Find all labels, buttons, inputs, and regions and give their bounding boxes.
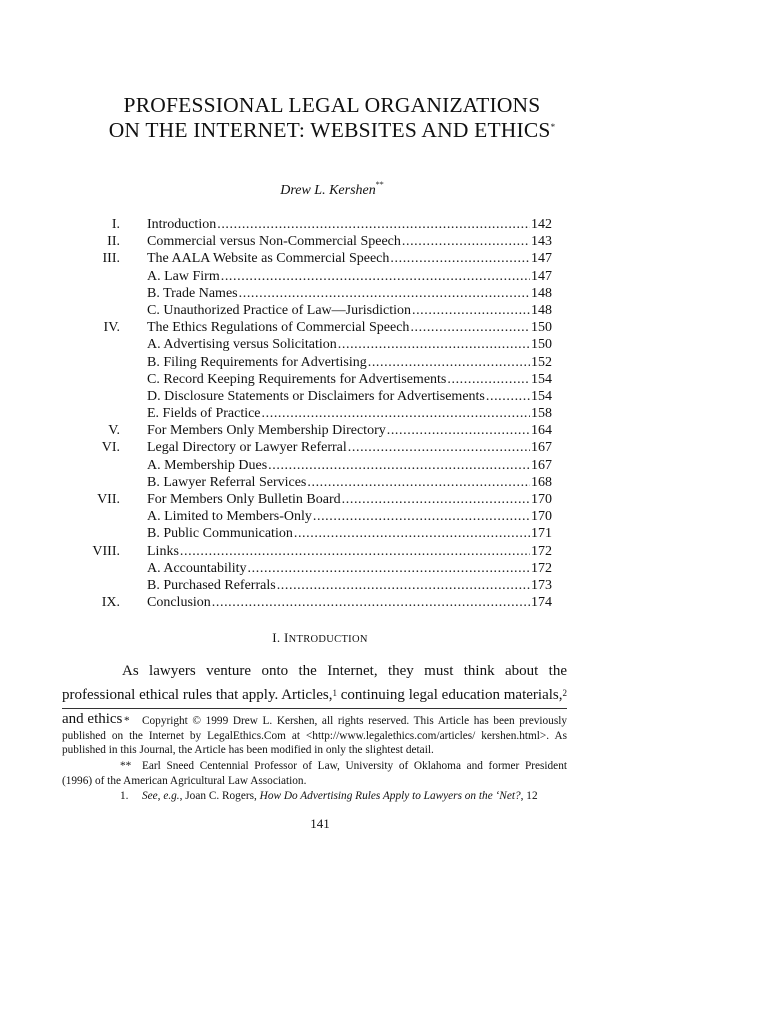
toc-entry-number: VI. bbox=[101, 440, 120, 456]
toc-entry-line bbox=[147, 371, 552, 388]
toc-entry-title: D. Disclosure Statements or Disclaimers for Advertisements bbox=[147, 388, 485, 404]
toc-entry-title: The AALA Website as Commercial Speech bbox=[147, 251, 390, 267]
title-line-2: ON THE INTERNET: WEBSITES AND ETHICS* bbox=[108, 118, 556, 142]
toc-entry-line bbox=[147, 577, 552, 594]
toc-entry-page: 148 bbox=[531, 285, 552, 301]
toc-entry-line bbox=[147, 422, 552, 439]
toc-leader-dots bbox=[262, 405, 530, 422]
title-footnote-mark: * bbox=[550, 122, 556, 132]
author-byline bbox=[0, 180, 664, 199]
toc-entry bbox=[62, 285, 552, 302]
toc-entry bbox=[62, 268, 552, 285]
toc-entry-title: A. Accountability bbox=[147, 560, 247, 576]
footnote-double-star: ** Earl Sneed Centennial Professor of Law, University of Oklahoma and former President (1996) of the American Agricultural Law Association. bbox=[62, 760, 567, 787]
toc-leader-dots bbox=[410, 319, 530, 336]
toc-entry-title: B. Filing Requirements for Advertising bbox=[147, 354, 367, 370]
toc-entry-page: 174 bbox=[531, 595, 552, 611]
toc-entry bbox=[62, 474, 552, 491]
toc-entry-line bbox=[147, 216, 552, 233]
toc-entry bbox=[62, 439, 552, 456]
toc-entry-page: 173 bbox=[531, 577, 552, 593]
footnote-ref-2: 2 bbox=[562, 688, 567, 698]
toc-entry-line bbox=[147, 233, 552, 250]
toc-entry-number: IV. bbox=[103, 320, 120, 336]
table-of-contents bbox=[62, 216, 552, 611]
toc-entry bbox=[62, 233, 552, 250]
toc-leader-dots bbox=[217, 216, 530, 233]
footnote-1: 1. See, e.g., Joan C. Rogers, How Do Advertising Rules Apply to Lawyers on the ‘Net?, 12 bbox=[120, 790, 538, 802]
toc-entry-number: VIII. bbox=[92, 543, 120, 559]
toc-entry-line bbox=[147, 388, 552, 405]
toc-entry-line bbox=[147, 250, 552, 267]
toc-entry bbox=[62, 319, 552, 336]
footnote-ref-1: 1 bbox=[332, 688, 337, 698]
toc-entry bbox=[62, 577, 552, 594]
toc-leader-dots bbox=[180, 543, 530, 560]
toc-entry-page: 167 bbox=[531, 440, 552, 456]
toc-entry-title: For Members Only Bulletin Board bbox=[147, 492, 341, 507]
toc-entry-page: 143 bbox=[531, 234, 552, 250]
toc-entry bbox=[62, 422, 552, 439]
toc-leader-dots bbox=[268, 457, 530, 474]
toc-entry-number: III. bbox=[102, 251, 120, 267]
title-line-1: PROFESSIONAL LEGAL ORGANIZATIONS bbox=[123, 93, 541, 117]
toc-entry bbox=[62, 508, 552, 525]
page-number: 141 bbox=[310, 816, 330, 831]
toc-leader-dots bbox=[307, 474, 530, 491]
toc-entry-page: 158 bbox=[531, 406, 552, 422]
toc-entry-page: 154 bbox=[531, 388, 552, 404]
toc-leader-dots bbox=[313, 508, 530, 525]
toc-entry-number: II. bbox=[107, 234, 120, 250]
toc-leader-dots bbox=[447, 371, 530, 388]
toc-entry-line bbox=[147, 302, 552, 319]
toc-entry-title: B. Public Communication bbox=[147, 526, 293, 542]
toc-entry-title: Commercial versus Non-Commercial Speech bbox=[147, 234, 401, 250]
toc-entry-page: 147 bbox=[531, 251, 552, 267]
toc-entry-page: 170 bbox=[531, 509, 552, 525]
toc-entry-page: 142 bbox=[531, 217, 552, 232]
toc-leader-dots bbox=[368, 354, 530, 371]
toc-entry bbox=[62, 560, 552, 577]
toc-entry bbox=[62, 336, 552, 353]
toc-entry-page: 164 bbox=[531, 423, 552, 439]
toc-entry-line bbox=[147, 268, 552, 285]
toc-entry-line bbox=[147, 354, 552, 371]
toc-leader-dots bbox=[212, 594, 530, 611]
toc-entry-page: 171 bbox=[531, 526, 552, 542]
footnote-separator bbox=[62, 708, 567, 709]
toc-entry-line bbox=[147, 285, 552, 302]
toc-entry-page: 167 bbox=[531, 457, 552, 473]
toc-leader-dots bbox=[412, 302, 530, 319]
toc-leader-dots bbox=[221, 268, 530, 285]
toc-entry-page: 170 bbox=[531, 492, 552, 507]
footnote-star: * Copyright © 1999 Drew L. Kershen, all rights reserved. This Article has been previously published on the Internet by LegalEthics.Com at <http://www.legalethics.com/articles/ kershen.html>. As published in this Journal, the Article has been modified in only the slightest detail. bbox=[62, 715, 567, 756]
toc-entry-title: C. Unauthorized Practice of Law—Jurisdiction bbox=[147, 302, 411, 318]
toc-entry-title: Legal Directory or Lawyer Referral bbox=[147, 440, 347, 456]
toc-entry bbox=[62, 250, 552, 267]
section-heading: I. INTRODUCTION bbox=[272, 630, 368, 645]
toc-entry-line bbox=[147, 508, 552, 525]
toc-entry-page: 147 bbox=[531, 268, 552, 284]
toc-entry bbox=[62, 354, 552, 371]
toc-entry-line bbox=[147, 405, 552, 422]
toc-entry-number: VII. bbox=[97, 492, 120, 507]
toc-leader-dots bbox=[277, 577, 530, 594]
toc-entry-title: B. Lawyer Referral Services bbox=[147, 474, 307, 490]
toc-entry-line bbox=[147, 474, 552, 491]
toc-entry-title: The Ethics Regulations of Commercial Speech bbox=[147, 320, 410, 336]
toc-entry-page: 152 bbox=[531, 354, 552, 370]
toc-leader-dots bbox=[402, 233, 530, 250]
toc-entry-title: A. Limited to Members-Only bbox=[147, 509, 312, 525]
toc-entry bbox=[62, 302, 552, 319]
author-name: Drew L. Kershen bbox=[280, 183, 376, 198]
toc-entry-title: A. Law Firm bbox=[147, 268, 220, 284]
toc-entry-line bbox=[147, 525, 552, 542]
toc-entry-title: Conclusion bbox=[147, 595, 211, 611]
toc-entry-title: For Members Only Membership Directory bbox=[147, 423, 386, 439]
toc-entry-title: A. Membership Dues bbox=[147, 457, 268, 473]
toc-entry-page: 150 bbox=[531, 337, 552, 353]
toc-entry-page: 168 bbox=[531, 474, 552, 490]
toc-entry-line bbox=[147, 319, 552, 336]
toc-entry bbox=[62, 491, 552, 508]
toc-entry bbox=[62, 405, 552, 422]
toc-entry-title: B. Trade Names bbox=[147, 285, 238, 301]
toc-entry-line bbox=[147, 560, 552, 577]
toc-entry bbox=[62, 525, 552, 542]
toc-entry-line bbox=[147, 439, 552, 456]
toc-entry-page: 172 bbox=[531, 560, 552, 576]
toc-entry-title: A. Advertising versus Solicitation bbox=[147, 337, 337, 353]
toc-entry bbox=[62, 216, 552, 233]
toc-entry-line bbox=[147, 491, 552, 508]
toc-entry-title: B. Purchased Referrals bbox=[147, 577, 276, 593]
toc-entry bbox=[62, 594, 552, 611]
toc-entry-line bbox=[147, 543, 552, 560]
toc-entry-page: 148 bbox=[531, 302, 552, 318]
toc-leader-dots bbox=[390, 250, 530, 267]
toc-leader-dots bbox=[248, 560, 530, 577]
toc-entry-page: 154 bbox=[531, 371, 552, 387]
toc-entry-line bbox=[147, 594, 552, 611]
toc-entry bbox=[62, 457, 552, 474]
toc-leader-dots bbox=[239, 285, 530, 302]
toc-entry bbox=[62, 543, 552, 560]
toc-entry-line bbox=[147, 336, 552, 353]
toc-entry-title: C. Record Keeping Requirements for Advertisements bbox=[147, 371, 447, 387]
toc-entry bbox=[62, 388, 552, 405]
toc-leader-dots bbox=[348, 439, 530, 456]
toc-entry-page: 150 bbox=[531, 320, 552, 336]
toc-leader-dots bbox=[342, 491, 530, 508]
toc-leader-dots bbox=[294, 525, 530, 542]
author-footnote-mark: ** bbox=[375, 180, 384, 189]
toc-leader-dots bbox=[486, 388, 530, 405]
toc-entry-number: V. bbox=[108, 423, 120, 439]
toc-entry-page: 172 bbox=[531, 543, 552, 559]
toc-entry-title: Introduction bbox=[147, 217, 217, 232]
toc-entry bbox=[62, 371, 552, 388]
toc-entry-number: I. bbox=[111, 217, 120, 232]
toc-leader-dots bbox=[387, 422, 530, 439]
toc-entry-number: IX. bbox=[101, 595, 120, 611]
toc-entry-line bbox=[147, 457, 552, 474]
body-paragraph: As lawyers venture onto the Internet, they must think about the professional ethical rules that apply. Articles,$^1$ continuing legal education materials,$^2$ and ethics bbox=[62, 663, 567, 727]
toc-entry-title: Links bbox=[147, 543, 179, 559]
toc-entry-title: E. Fields of Practice bbox=[147, 406, 261, 422]
article-title bbox=[0, 93, 664, 143]
toc-leader-dots bbox=[338, 336, 530, 353]
